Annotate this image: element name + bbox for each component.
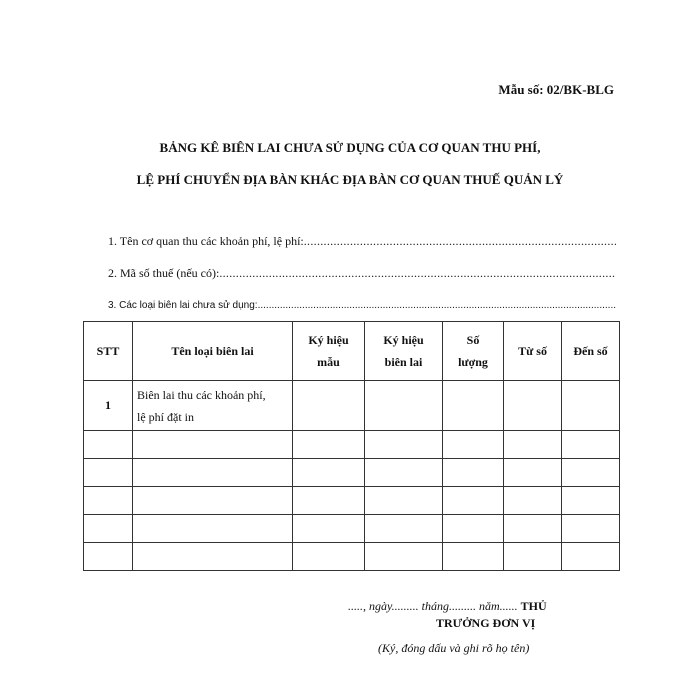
table-cell[interactable] [504, 381, 562, 431]
header-to-no: Đến số [562, 322, 620, 381]
header-receipt-symbol-line-1: Ký hiệu [383, 333, 424, 347]
table-cell[interactable] [133, 431, 293, 459]
table-cell[interactable] [365, 543, 443, 571]
table-cell[interactable] [84, 487, 133, 515]
table-header-row [84, 322, 620, 381]
table-cell[interactable] [504, 431, 562, 459]
table-cell[interactable] [365, 431, 443, 459]
agency-name-dotted-blank [304, 234, 616, 249]
table-cell[interactable] [504, 515, 562, 543]
table-cell[interactable] [84, 543, 133, 571]
table-cell[interactable] [562, 431, 620, 459]
receipt-types-label: 3. Các loại biên lai chưa sử dụng: [108, 300, 258, 311]
table-cell[interactable] [443, 459, 504, 487]
agency-name-field[interactable] [108, 234, 616, 249]
table-row [84, 543, 620, 571]
table-cell[interactable] [562, 381, 620, 431]
header-quantity-line-2: lượng [458, 355, 488, 369]
table-cell[interactable] [562, 487, 620, 515]
signature-note: (Ký, đóng dấu và ghi rõ họ tên) [378, 641, 530, 655]
document-title-line-1: BẢNG KÊ BIÊN LAI CHƯA SỬ DỤNG CỦA CƠ QUAN THU PHÍ, [159, 140, 541, 155]
table-cell[interactable] [443, 431, 504, 459]
table-row [84, 515, 620, 543]
header-from-no: Từ số [504, 322, 562, 381]
table-cell[interactable] [443, 543, 504, 571]
tax-code-field[interactable] [108, 266, 616, 281]
table-cell[interactable] [504, 459, 562, 487]
header-template-symbol-line-1: Ký hiệu [308, 333, 349, 347]
table-cell[interactable] [84, 515, 133, 543]
table-cell[interactable] [293, 515, 365, 543]
table-cell[interactable] [562, 515, 620, 543]
table-cell[interactable] [133, 515, 293, 543]
table-cell[interactable] [133, 459, 293, 487]
tax-code-label: 2. Mã số thuế (nếu có): [108, 266, 220, 280]
table-cell[interactable] [562, 543, 620, 571]
table-cell[interactable] [443, 515, 504, 543]
receipt-types-dotted-blank [258, 300, 616, 311]
table-row [84, 487, 620, 515]
table-cell[interactable] [133, 543, 293, 571]
table-cell[interactable] [84, 431, 133, 459]
row-receipt-name-line-1: Biên lai thu các khoản phí, [137, 387, 266, 402]
head-word: THỦ [520, 599, 547, 613]
table-cell[interactable] [293, 431, 365, 459]
unit-head-title: TRƯỞNG ĐƠN VỊ [436, 616, 536, 630]
receipt-table [83, 321, 620, 571]
header-quantity [443, 322, 504, 381]
header-receipt-symbol [365, 322, 443, 381]
row-stt: 1 [84, 381, 133, 431]
date-line [348, 599, 547, 614]
header-receipt-name: Tên loại biên lai [133, 322, 293, 381]
table-cell[interactable] [365, 515, 443, 543]
date-placeholder[interactable]: ....., ngày......... tháng......... năm...... [348, 599, 518, 613]
table-cell[interactable] [133, 487, 293, 515]
table-cell[interactable] [293, 543, 365, 571]
tax-code-dotted-blank [219, 266, 616, 281]
table-cell[interactable] [293, 459, 365, 487]
form-code: Mẫu số: 02/BK-BLG [498, 82, 614, 97]
table-row [84, 459, 620, 487]
header-stt: STT [84, 322, 133, 381]
header-template-symbol-line-2: mẫu [317, 355, 340, 369]
row-receipt-name[interactable] [133, 381, 293, 431]
header-receipt-symbol-line-2: biên lai [384, 355, 423, 369]
table-cell[interactable] [293, 487, 365, 515]
row-receipt-name-line-2: lệ phí đặt in [137, 409, 194, 424]
table-row [84, 431, 620, 459]
header-template-symbol [293, 322, 365, 381]
table-cell[interactable] [443, 381, 504, 431]
table-row [84, 381, 620, 431]
table-cell[interactable] [504, 543, 562, 571]
table-cell[interactable] [365, 459, 443, 487]
table-cell[interactable] [84, 459, 133, 487]
header-quantity-line-1: Số [466, 333, 480, 347]
table-cell[interactable] [443, 487, 504, 515]
table-cell[interactable] [293, 381, 365, 431]
table-cell[interactable] [562, 459, 620, 487]
document-title-line-2: LỆ PHÍ CHUYỂN ĐỊA BÀN KHÁC ĐỊA BÀN CƠ QUAN THUẾ QUẢN LÝ [136, 172, 564, 187]
agency-name-label: 1. Tên cơ quan thu các khoản phí, lệ phí: [108, 234, 304, 248]
table-cell[interactable] [504, 487, 562, 515]
table-cell[interactable] [365, 381, 443, 431]
receipt-types-field[interactable] [108, 300, 616, 311]
table-cell[interactable] [365, 487, 443, 515]
